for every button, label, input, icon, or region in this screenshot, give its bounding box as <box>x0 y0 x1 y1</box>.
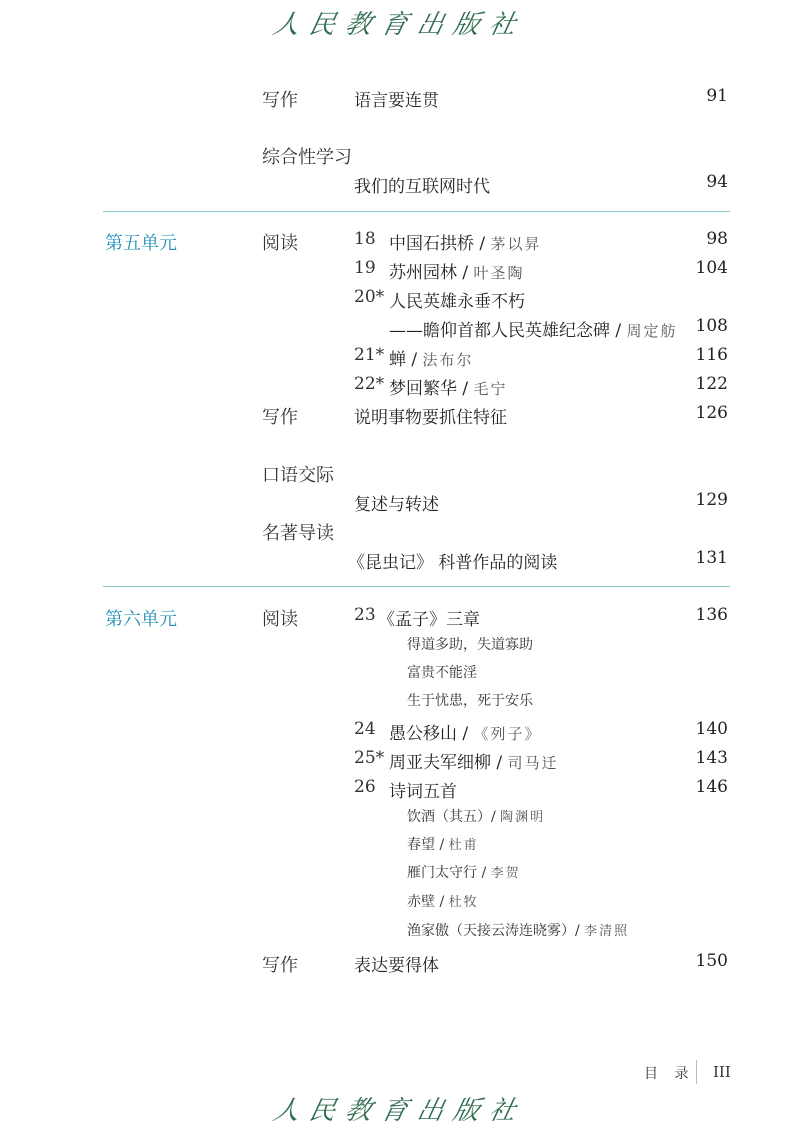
sub-entry: 得道多助，失道寡助 <box>407 637 533 653</box>
unit-heading: 第五单元 <box>105 233 177 254</box>
lesson-number: 23 <box>354 605 376 625</box>
page-number: 122 <box>695 374 728 394</box>
unit-divider <box>103 586 730 587</box>
lesson-number: 24 <box>354 719 376 739</box>
author: 李贺 <box>490 866 521 881</box>
lesson-title: 蝉 / 法布尔 <box>389 350 474 370</box>
poem-entry: 雁门太守行 / 李贺 <box>407 865 521 881</box>
publisher-logo-top: 人民教育出版社 <box>270 10 529 40</box>
category-label: 写作 <box>262 955 298 976</box>
entry-title: 我们的互联网时代 <box>354 177 490 197</box>
toc-row-classics-category <box>0 519 800 545</box>
lesson-number: 18 <box>354 229 376 249</box>
author: 叶圣陶 <box>473 264 525 282</box>
toc-row-writing-150[interactable] <box>0 951 800 977</box>
toc-row-lesson-24[interactable] <box>0 719 800 745</box>
lesson-number: 20* <box>354 287 385 307</box>
category-label: 口语交际 <box>262 465 334 486</box>
lesson-number: 22* <box>354 374 385 394</box>
toc-poem[interactable] <box>0 834 800 860</box>
page-number: 129 <box>695 490 728 510</box>
page-number: 126 <box>695 403 728 423</box>
toc-poem[interactable] <box>0 920 800 946</box>
toc-row-oral-category <box>0 461 800 487</box>
lesson-title: 《孟子》三章 <box>378 610 480 630</box>
toc-row-lesson-22[interactable] <box>0 374 800 400</box>
toc-row-lesson-18[interactable] <box>0 229 800 255</box>
page-number: 108 <box>695 316 728 336</box>
sub-entry: 富贵不能淫 <box>407 665 477 681</box>
author: 杜牧 <box>448 895 479 910</box>
lesson-title: 中国石拱桥 / 茅以昇 <box>389 234 542 254</box>
lesson-title: 诗词五首 <box>389 782 457 802</box>
page-number: 143 <box>695 748 728 768</box>
unit-divider <box>103 211 730 212</box>
footer-separator <box>696 1060 697 1084</box>
page-number: 98 <box>706 229 728 249</box>
toc-row-lesson-23[interactable] <box>0 605 800 631</box>
category-label: 综合性学习 <box>262 147 352 168</box>
toc-subitem[interactable] <box>0 634 800 660</box>
author: 茅以昇 <box>490 235 542 253</box>
toc-row-oral-129[interactable] <box>0 490 800 516</box>
lesson-title: 苏州园林 / 叶圣陶 <box>389 263 525 283</box>
lesson-number: 19 <box>354 258 376 278</box>
entry-title: 语言要连贯 <box>354 91 439 111</box>
category-label: 阅读 <box>262 233 298 254</box>
toc-poem[interactable] <box>0 891 800 917</box>
lesson-subtitle: ——瞻仰首都人民英雄纪念碑 / 周定舫 <box>389 321 678 341</box>
lesson-number: 26 <box>354 777 376 797</box>
page-number: 94 <box>706 172 728 192</box>
toc-poem[interactable] <box>0 862 800 888</box>
poem-entry: 赤壁 / 杜牧 <box>407 894 479 910</box>
toc-row-lesson-25[interactable] <box>0 748 800 774</box>
category-label: 名著导读 <box>262 523 334 544</box>
page-number: 104 <box>695 258 728 278</box>
author: 杜甫 <box>448 838 479 853</box>
page-number: 146 <box>695 777 728 797</box>
page-number: 136 <box>695 605 728 625</box>
lesson-number: 25* <box>354 748 385 768</box>
author: 周定舫 <box>626 322 678 340</box>
page-number: 116 <box>695 345 728 365</box>
toc-poem[interactable] <box>0 806 800 832</box>
poem-entry: 春望 / 杜甫 <box>407 837 479 853</box>
category-label: 写作 <box>262 407 298 428</box>
toc-row-category <box>0 143 800 169</box>
sub-entry: 生于忧患，死于安乐 <box>407 693 533 709</box>
entry-title: 表达要得体 <box>354 956 439 976</box>
toc-row-classics-131[interactable] <box>0 548 800 574</box>
author: 陶渊明 <box>500 810 546 825</box>
toc-row-lesson-19[interactable] <box>0 258 800 284</box>
category-label: 写作 <box>262 90 298 111</box>
author: 毛宁 <box>473 380 508 398</box>
author: 李清照 <box>584 924 630 939</box>
lesson-number: 21* <box>354 345 385 365</box>
entry-title: 《昆虫记》 科普作品的阅读 <box>348 553 558 573</box>
lesson-title: 周亚夫军细柳 / 司马迁 <box>389 753 559 773</box>
toc-row-lesson-26[interactable] <box>0 777 800 803</box>
lesson-title: 梦回繁华 / 毛宁 <box>389 379 508 399</box>
toc-row-lesson-20-subtitle[interactable] <box>0 316 800 342</box>
poem-entry: 渔家傲（天接云涛连晓雾）/ 李清照 <box>407 923 630 939</box>
lesson-title: 愚公移山 / 《列子》 <box>389 724 542 744</box>
author: 《列子》 <box>473 725 542 743</box>
entry-title: 复述与转述 <box>354 495 439 515</box>
lesson-title: 人民英雄永垂不朽 <box>389 292 525 312</box>
toc-row-writing-126[interactable] <box>0 403 800 429</box>
category-label: 阅读 <box>262 609 298 630</box>
page-number: 150 <box>695 951 728 971</box>
author: 法布尔 <box>422 351 474 369</box>
toc-row-lesson-21[interactable] <box>0 345 800 371</box>
footer-section-label: 目 录 <box>644 1066 695 1082</box>
toc-subitem[interactable] <box>0 662 800 688</box>
unit-heading: 第六单元 <box>105 609 177 630</box>
author: 司马迁 <box>507 754 559 772</box>
toc-row-writing-91[interactable] <box>0 86 800 112</box>
page-number: 91 <box>706 86 728 106</box>
entry-title: 说明事物要抓住特征 <box>354 408 507 428</box>
toc-subitem[interactable] <box>0 690 800 716</box>
toc-row-internet[interactable] <box>0 172 800 198</box>
page-number: 131 <box>695 548 728 568</box>
toc-row-lesson-20[interactable] <box>0 287 800 313</box>
page-number: 140 <box>695 719 728 739</box>
publisher-logo-bottom: 人民教育出版社 <box>270 1096 529 1126</box>
poem-entry: 饮酒（其五）/ 陶渊明 <box>407 809 546 825</box>
footer-page-number: III <box>713 1063 731 1081</box>
